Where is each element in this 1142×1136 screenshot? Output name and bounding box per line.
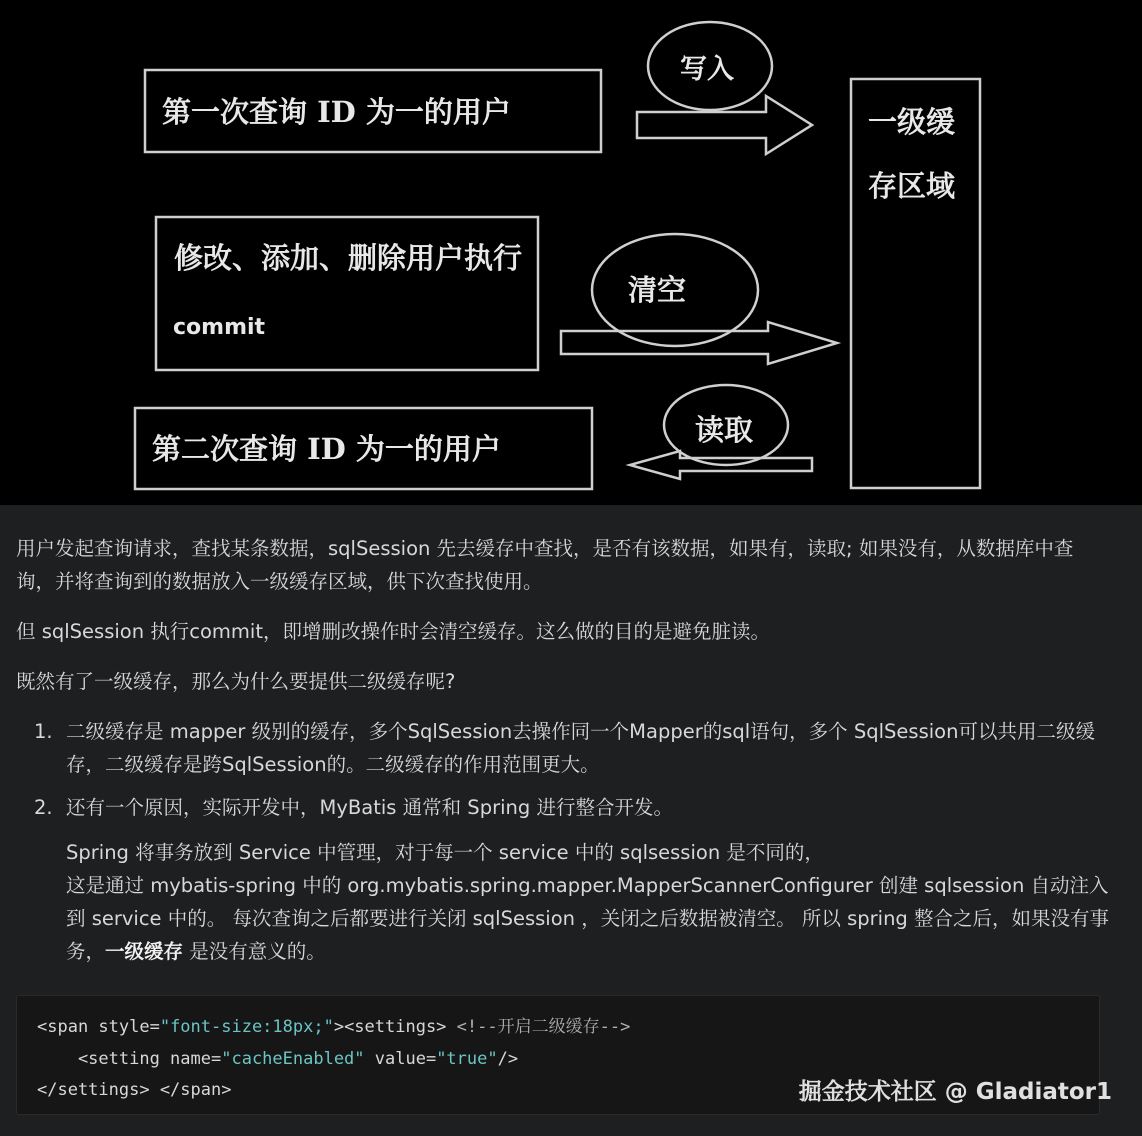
read-label: 读取: [695, 413, 754, 447]
article-body: [16, 532, 1110, 978]
paragraph-1: 用户发起查询请求，查找某条数据，sqlSession 先去缓存中查找，是否有该数据，如果有，读取; 如果没有，从数据库中查询，并将查询到的数据放入一级缓存区域，供下次查找使用。: [16, 537, 1074, 593]
query2-label: 第二次查询 ID 为一的用户: [152, 432, 501, 466]
list-item-text: 二级缓存是 mapper 级别的缓存，多个SqlSession去操作同一个Mapper的sql语句，多个 SqlSession可以共用二级缓存，二级缓存是跨SqlSession的。二级缓存的作用范围更大。: [66, 720, 1095, 776]
modify-label-line2: commit: [173, 315, 266, 340]
paragraph-3: 既然有了一级缓存，那么为什么要提供二级缓存呢?: [16, 670, 456, 693]
code-line-3: </settings> </span>: [37, 1080, 232, 1100]
paragraph-2: 但 sqlSession 执行commit，即增删改操作时会清空缓存。这么做的目的是避免脏读。: [16, 620, 770, 643]
modify-box: [156, 217, 538, 370]
code-line-1: <span style="font-size:18px;"><settings> <!--开启二级缓存-->: [37, 1017, 631, 1037]
list-item: [16, 791, 1110, 968]
write-arrow: [637, 96, 812, 154]
list-number: 2.: [34, 796, 53, 819]
cache-label-line1: 一级缓: [868, 105, 956, 139]
list-number: 1.: [34, 720, 53, 743]
list-item-subtext: [66, 836, 1110, 968]
write-label: 写入: [680, 54, 734, 85]
reasons-list: [16, 715, 1110, 968]
cache-label-line2: 存区域: [868, 169, 956, 203]
subtext-end: 是没有意义的。: [183, 940, 326, 963]
list-item-text: 还有一个原因，实际开发中，MyBatis 通常和 Spring 进行整合开发。: [66, 796, 673, 819]
subtext-bold: 一级缓存: [105, 940, 184, 963]
subtext-spring: Spring 将事务放到 Service 中管理，对于每一个 service 中的 sqlsession 是不同的，: [66, 841, 824, 864]
subtext-mybatis: 这是通过 mybatis-spring 中的 org.mybatis.spring.mapper.MapperScannerConfigurer 创建 sqlsession 自动注入到 service 中的。 每次查询之后都要进行关闭 sqlSession ，关闭之后数据被清空。 所以 spring 整合之后，如果没有事务，: [66, 874, 1110, 963]
clear-label: 清空: [628, 273, 687, 307]
modify-label-line1: 修改、添加、删除用户执行: [174, 241, 523, 275]
query1-label: 第一次查询 ID 为一的用户: [162, 95, 511, 129]
cache-region-box: [851, 79, 980, 488]
list-item: [16, 715, 1110, 781]
watermark: 掘金技术社区 @ Gladiator1: [798, 1079, 1112, 1105]
code-line-2: <setting name="cacheEnabled" value="true"/>: [37, 1048, 519, 1069]
cache-diagram: [0, 0, 1142, 505]
